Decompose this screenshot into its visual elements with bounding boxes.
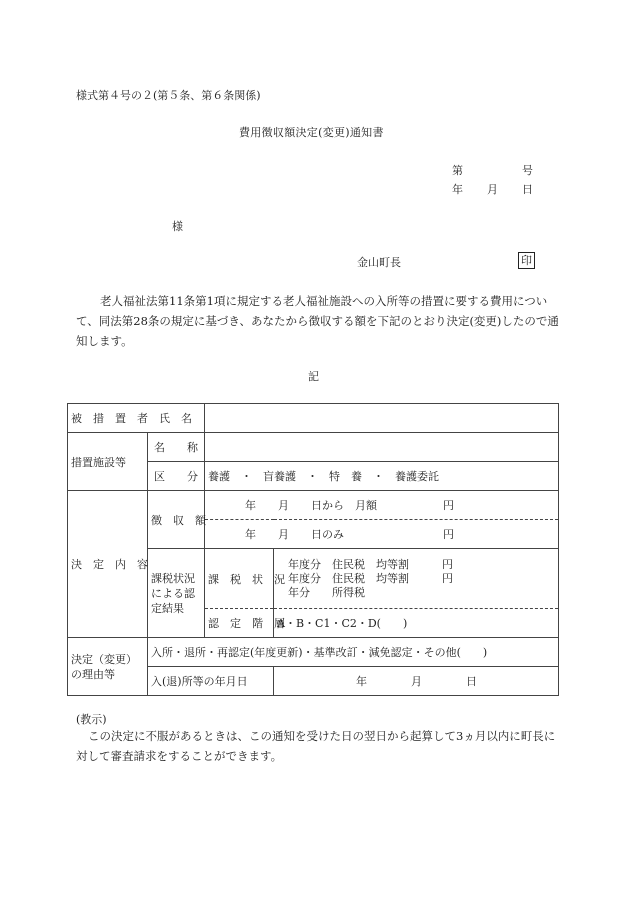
amount-row-2[interactable]: 年 月 日のみ 円 xyxy=(205,520,559,549)
body-paragraph: 老人福祉法第11条第1項に規定する老人福祉施設への入所等の措置に要する費用について、同法第28条の規定に基づき、あなたから徴収する額を下記のとおり決定(変更)したので通知します。 xyxy=(76,294,559,348)
tax-line-1: 年度分 住民税 均等割 円 xyxy=(288,557,453,571)
tax-status-cell[interactable] xyxy=(274,549,559,609)
date-month: 月 xyxy=(487,183,498,196)
reason-label: 決定（変更）の理由等 xyxy=(68,638,148,696)
date-day: 日 xyxy=(522,183,533,196)
notice-heading: (教示) xyxy=(76,713,107,726)
facility-label: 措置施設等 xyxy=(68,433,148,491)
admission-date-value[interactable]: 年 月 日 xyxy=(274,667,559,696)
facility-name-field[interactable] xyxy=(205,433,559,462)
ki-heading: 記 xyxy=(308,370,319,383)
name-label: 名 称 xyxy=(148,433,205,462)
seal-stamp: 印 xyxy=(518,252,535,269)
category-options[interactable]: 養護 ・ 盲養護 ・ 特 養 ・ 養護委託 xyxy=(205,462,559,491)
category-label: 区 分 xyxy=(148,462,205,491)
tax-status-label: 課税状況による認定結果 xyxy=(148,549,205,638)
number-label-go: 号 xyxy=(522,164,533,177)
date-year: 年 xyxy=(452,183,463,196)
form-table xyxy=(67,403,559,696)
reason-options[interactable]: 入所・退所・再認定(年度更新)・基準改訂・減免認定・その他( ) xyxy=(148,638,559,667)
notice-text: この決定に不服があるときは、この通知を受けた日の翌日から起算して3ヵ月以内に町長に対して審査請求をすることができます。 xyxy=(76,729,556,763)
grade-label: 認 定 階 層 xyxy=(205,609,274,638)
decision-label: 決 定 内 容 xyxy=(68,491,148,638)
form-number: 様式第４号の２(第５条、第６条関係) xyxy=(76,89,261,102)
addressee-suffix: 様 xyxy=(172,220,183,233)
tax-status-sub-label: 課 税 状 況 xyxy=(205,549,274,609)
person-name-label: 被 措 置 者 氏 名 xyxy=(68,404,205,433)
collection-amount-label: 徴 収 額 xyxy=(148,491,205,549)
person-name-field[interactable] xyxy=(205,404,559,433)
issuer-name: 金山町長 xyxy=(357,256,401,269)
tax-line-3: 年分 所得税 xyxy=(288,585,365,599)
tax-line-2: 年度分 住民税 均等割 円 xyxy=(288,571,453,585)
grade-value[interactable]: A・B・C1・C2・D( ) xyxy=(274,609,559,638)
admission-date-label: 入(退)所等の年月日 xyxy=(148,667,274,696)
amount-row-1[interactable]: 年 月 日から 月額 円 xyxy=(205,491,559,520)
number-label-dai: 第 xyxy=(452,164,463,177)
document-title: 費用徴収額決定(変更)通知書 xyxy=(239,126,384,139)
